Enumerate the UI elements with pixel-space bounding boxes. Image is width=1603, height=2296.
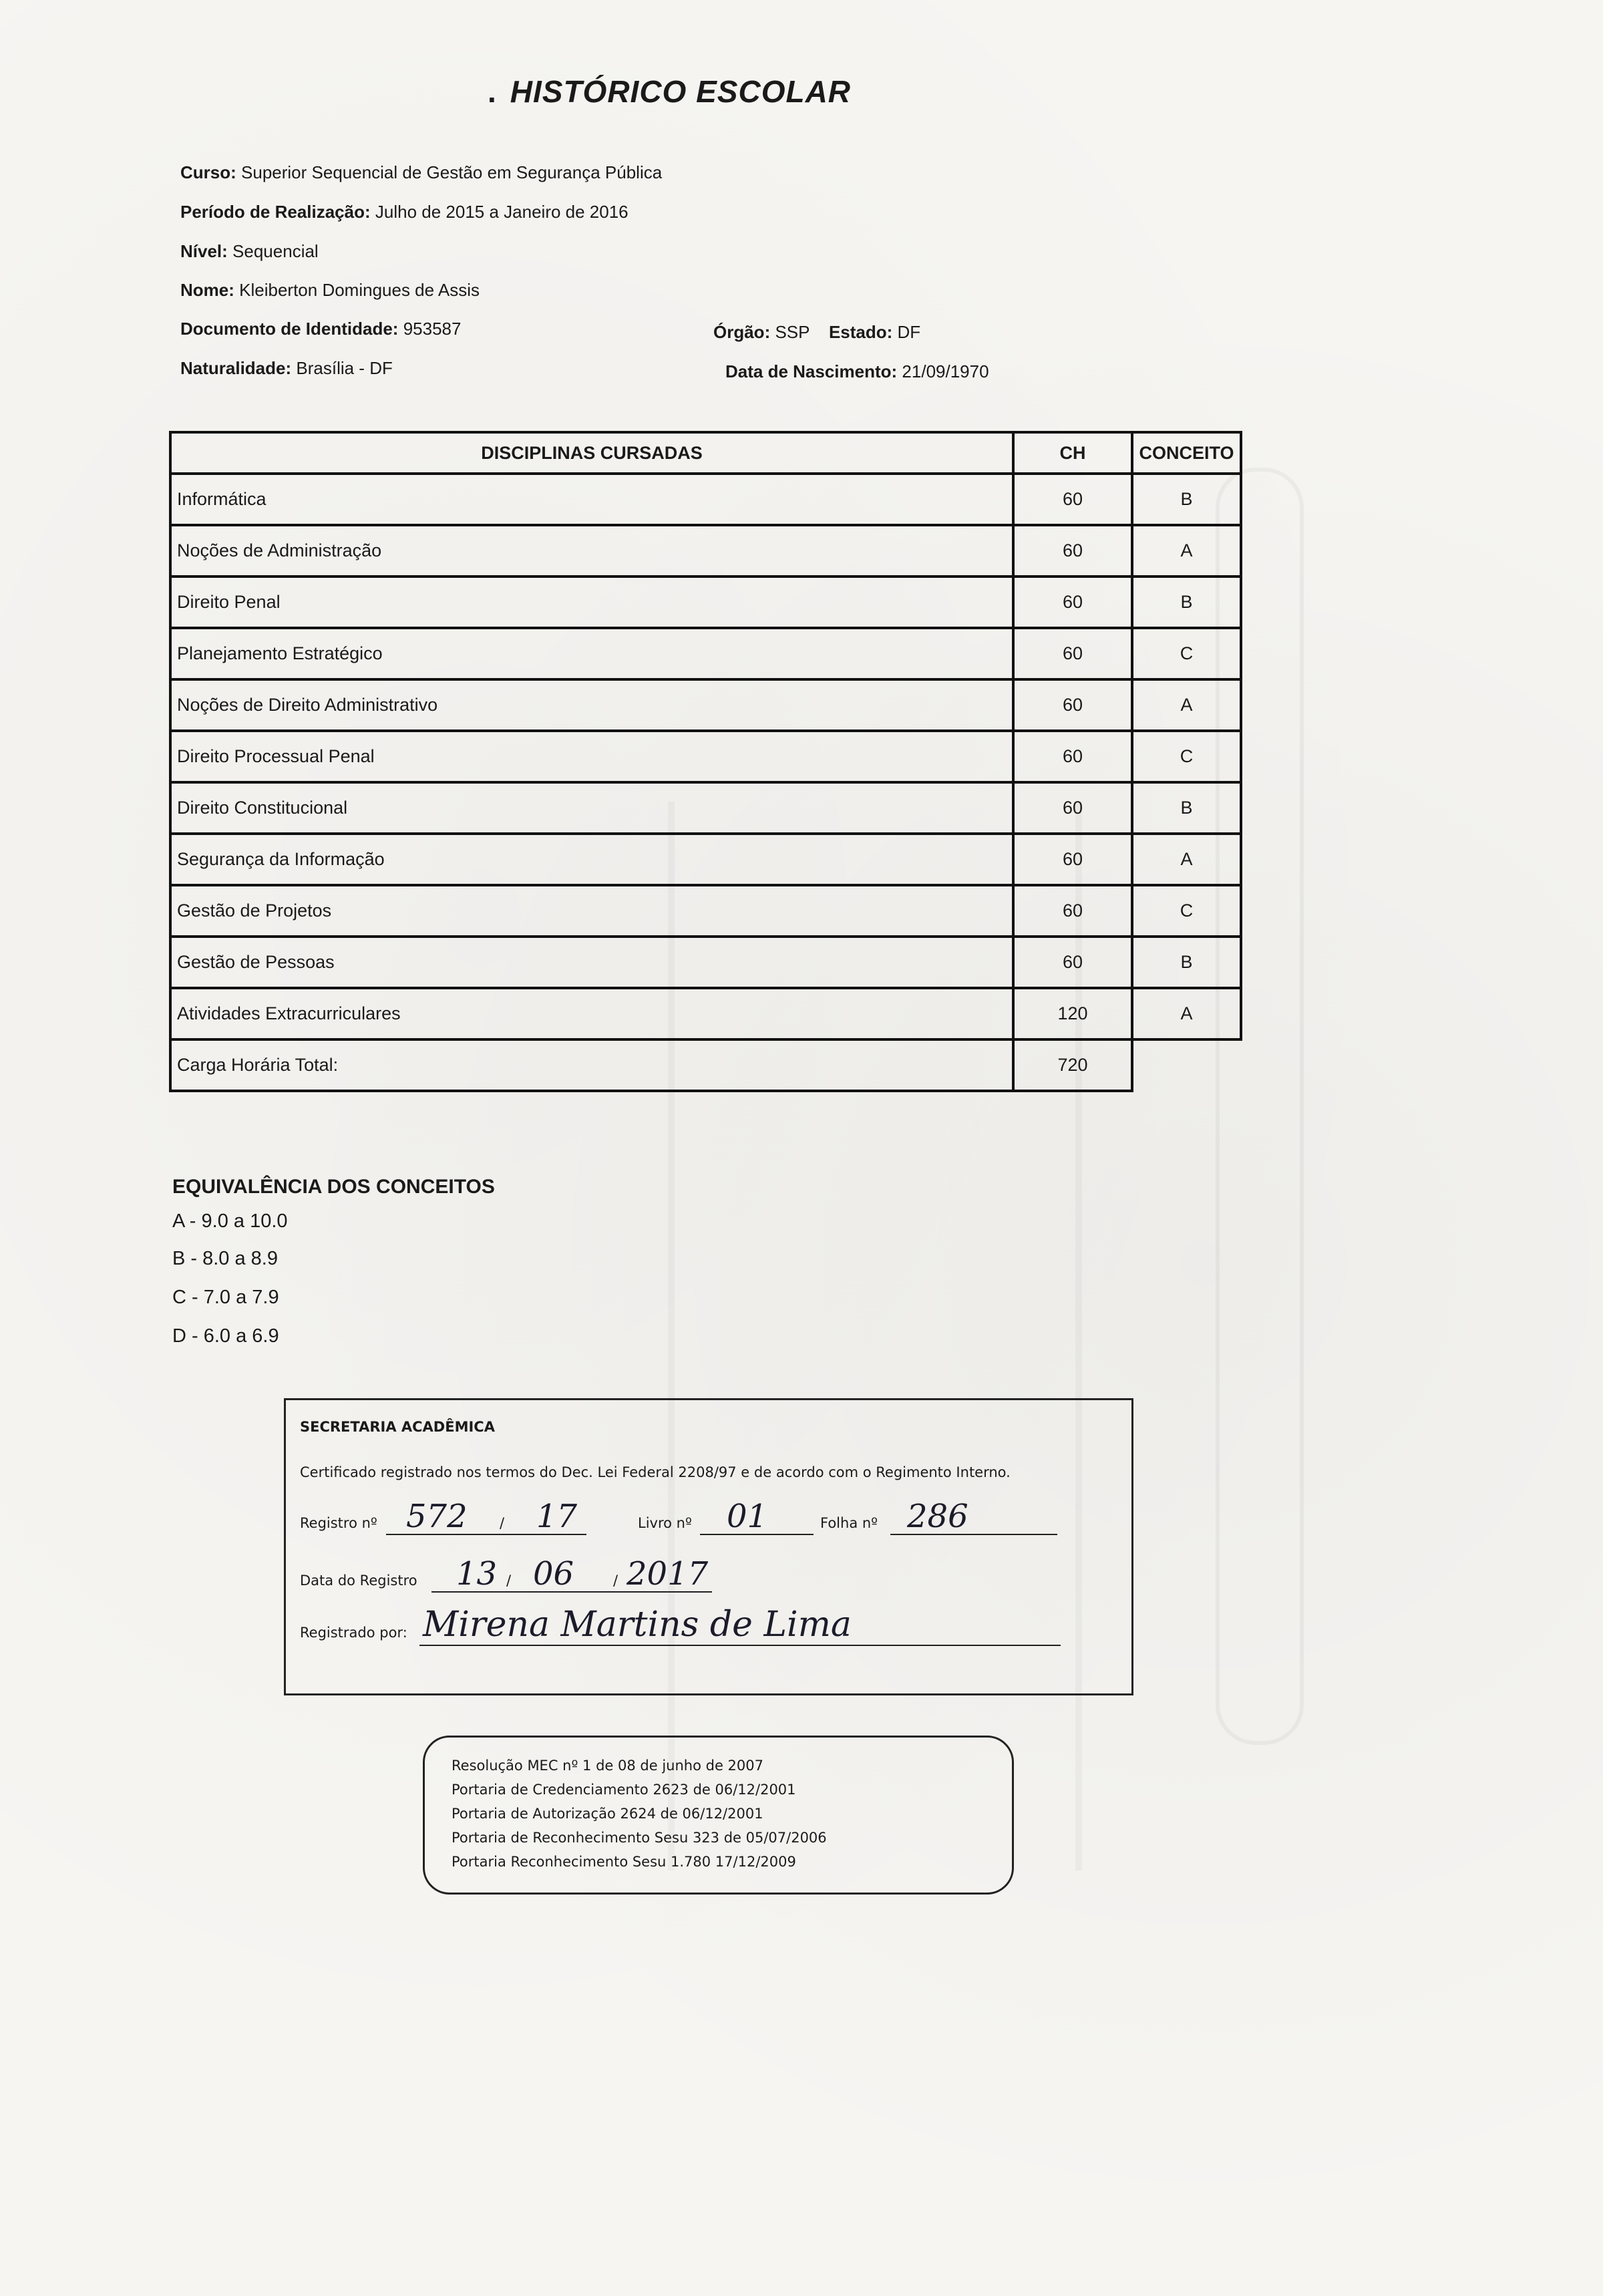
ch-cell: 60	[1013, 885, 1132, 937]
disciplina-cell: Segurança da Informação	[170, 834, 1013, 885]
ch-cell: 60	[1013, 628, 1132, 679]
data-mes: 06	[533, 1555, 574, 1593]
disciplina-cell: Noções de Administração	[170, 525, 1013, 577]
secretaria-title: SECRETARIA ACADÊMICA	[300, 1419, 495, 1435]
curso-label: Curso:	[180, 162, 236, 182]
table-row	[170, 679, 1241, 731]
registro-sep: /	[500, 1515, 505, 1531]
legal-line: Portaria de Reconhecimento Sesu 323 de 05/07/2006	[452, 1830, 827, 1846]
conceito-cell: A	[1132, 679, 1241, 731]
conceito-cell: A	[1132, 525, 1241, 577]
table-row	[170, 525, 1241, 577]
total-value: 720	[1013, 1039, 1132, 1091]
conceito-cell: C	[1132, 628, 1241, 679]
registrado-label: Registrado por:	[300, 1625, 407, 1641]
disciplina-cell: Atividades Extracurriculares	[170, 988, 1013, 1039]
disciplina-cell: Gestão de Pessoas	[170, 937, 1013, 988]
data-registro-label: Data do Registro	[300, 1573, 417, 1589]
table-row	[170, 628, 1241, 679]
registrado-line	[419, 1645, 1061, 1646]
conceito-cell: B	[1132, 577, 1241, 628]
conceito-cell: C	[1132, 885, 1241, 937]
disciplina-cell: Noções de Direito Administrativo	[170, 679, 1013, 731]
livro-value: 01	[727, 1498, 768, 1535]
curso-line	[180, 162, 662, 183]
legal-line: Resolução MEC nº 1 de 08 de junho de 2007	[452, 1758, 763, 1774]
naturalidade-line	[180, 358, 393, 379]
equivalencia-item: C - 7.0 a 7.9	[172, 1287, 279, 1308]
nome-line	[180, 280, 480, 301]
orgao-label: Órgão:	[713, 322, 771, 342]
ch-cell: 120	[1013, 988, 1132, 1039]
secretaria-statement: Certificado registrado nos termos do Dec. Lei Federal 2208/97 e de acordo com o Regimento Interno.	[300, 1464, 1011, 1480]
grades-table	[169, 431, 1242, 1092]
total-label: Carga Horária Total:	[170, 1039, 1013, 1091]
nome-label: Nome:	[180, 280, 234, 300]
total-row	[170, 1039, 1241, 1091]
nascimento-label: Data de Nascimento:	[725, 361, 898, 381]
ch-cell: 60	[1013, 525, 1132, 577]
header-conceito: CONCEITO	[1132, 432, 1241, 474]
ch-cell: 60	[1013, 834, 1132, 885]
table-row	[170, 731, 1241, 782]
periodo-label: Período de Realização:	[180, 202, 371, 222]
legal-line: Portaria Reconhecimento Sesu 1.780 17/12/2009	[452, 1854, 796, 1870]
nivel-line	[180, 241, 319, 262]
estado-value: DF	[897, 322, 921, 342]
legal-references-box	[423, 1736, 1014, 1895]
header-ch: CH	[1013, 432, 1132, 474]
nascimento-line	[725, 361, 989, 382]
table-row	[170, 474, 1241, 525]
periodo-value: Julho de 2015 a Janeiro de 2016	[375, 202, 629, 222]
nivel-value: Sequencial	[232, 241, 319, 261]
curso-value: Superior Sequencial de Gestão em Segurança Pública	[241, 162, 663, 182]
ch-cell: 60	[1013, 937, 1132, 988]
legal-line: Portaria de Credenciamento 2623 de 06/12/2001	[452, 1782, 796, 1798]
table-row	[170, 885, 1241, 937]
ch-cell: 60	[1013, 474, 1132, 525]
ch-cell: 60	[1013, 731, 1132, 782]
nascimento-value: 21/09/1970	[902, 361, 989, 381]
conceito-cell: C	[1132, 731, 1241, 782]
nivel-label: Nível:	[180, 241, 228, 261]
disciplina-cell: Direito Constitucional	[170, 782, 1013, 834]
header-disciplinas: DISCIPLINAS CURSADAS	[170, 432, 1013, 474]
registro-num: 572	[406, 1498, 468, 1535]
folha-label: Folha nº	[820, 1515, 878, 1531]
data-sep: /	[613, 1573, 618, 1589]
conceito-cell: B	[1132, 782, 1241, 834]
disciplina-cell: Direito Processual Penal	[170, 731, 1013, 782]
table-row	[170, 937, 1241, 988]
table-row	[170, 782, 1241, 834]
estado-label: Estado:	[828, 322, 893, 342]
disciplina-cell: Direito Penal	[170, 577, 1013, 628]
table-row	[170, 577, 1241, 628]
secretaria-box	[284, 1398, 1133, 1695]
page-title: . HISTÓRICO ESCOLAR	[488, 74, 852, 109]
nome-value: Kleiberton Domingues de Assis	[239, 280, 480, 300]
orgao-value: SSP	[775, 322, 810, 342]
documento-label: Documento de Identidade:	[180, 319, 399, 339]
ch-cell: 60	[1013, 577, 1132, 628]
conceito-cell: B	[1132, 474, 1241, 525]
equivalencia-title: EQUIVALÊNCIA DOS CONCEITOS	[172, 1176, 495, 1198]
orgao-line	[713, 322, 920, 343]
legal-line: Portaria de Autorização 2624 de 06/12/2001	[452, 1806, 763, 1822]
equivalencia-item: D - 6.0 a 6.9	[172, 1325, 279, 1347]
table-row	[170, 834, 1241, 885]
conceito-cell: A	[1132, 834, 1241, 885]
disciplina-cell: Gestão de Projetos	[170, 885, 1013, 937]
data-ano: 2017	[627, 1555, 709, 1593]
conceito-cell: B	[1132, 937, 1241, 988]
livro-label: Livro nº	[638, 1515, 692, 1531]
table-row	[170, 988, 1241, 1039]
ch-cell: 60	[1013, 679, 1132, 731]
naturalidade-label: Naturalidade:	[180, 358, 292, 378]
conceito-cell: A	[1132, 988, 1241, 1039]
documento-value: 953587	[403, 319, 462, 339]
disciplina-cell: Planejamento Estratégico	[170, 628, 1013, 679]
periodo-line	[180, 202, 629, 222]
ch-cell: 60	[1013, 782, 1132, 834]
naturalidade-value: Brasília - DF	[296, 358, 393, 378]
data-sep: /	[506, 1573, 512, 1589]
documento-line	[180, 319, 461, 339]
folha-value: 286	[907, 1498, 968, 1535]
equivalencia-item: B - 8.0 a 8.9	[172, 1248, 278, 1269]
registrado-value: Mirena Martins de Lima	[423, 1605, 852, 1645]
empty-cell	[1132, 1039, 1241, 1091]
data-dia: 13	[456, 1555, 498, 1593]
registro-label: Registro nº	[300, 1515, 377, 1531]
equivalencia-item: A - 9.0 a 10.0	[172, 1210, 288, 1232]
registro-ano: 17	[536, 1498, 578, 1535]
disciplina-cell: Informática	[170, 474, 1013, 525]
table-header-row	[170, 432, 1241, 474]
